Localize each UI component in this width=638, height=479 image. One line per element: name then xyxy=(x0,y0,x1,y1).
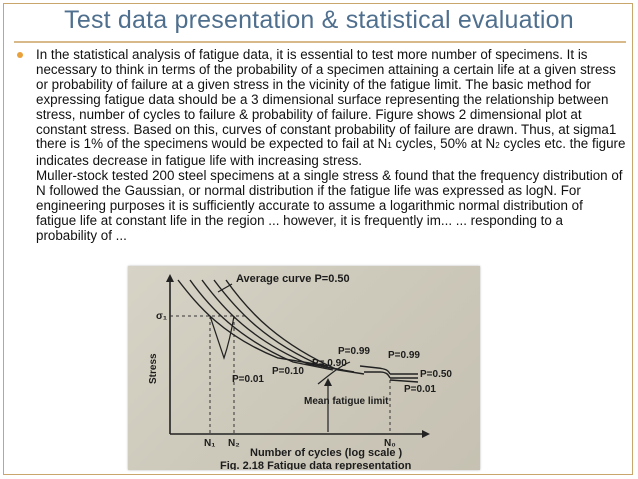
paragraph-1-text: In the statistical analysis of fatigue data, it is essential to test more number of specimens. It is necessary to think in terms of the probability of a specimen attaining a certain life at a given stress or probability of failure at a given stress in the vicinity of the fatigue limit. The basic method for expressing fatigue data should be a 3 dimensional surface representing the relationship between stress, number of cycles to failure & probability of failure. Figure shows 2 dimensional plot at constant stress. Based on this, curves of constant probability of failure are drawn. Thus, at sigma1 there is 1% of the specimens would be expected to fail at N xyxy=(36,47,617,152)
paragraph-1 xyxy=(14,48,626,169)
label-stress: Stress xyxy=(148,353,159,384)
x-axis-arrow-icon xyxy=(422,430,430,438)
paragraph-1-end: cycles etc. the figure indicates decrease in fatigue life with increasing stress. xyxy=(36,136,626,169)
label-p010: P=0.10 xyxy=(272,366,304,377)
label-xaxis: Number of cycles (log scale ) xyxy=(250,447,403,459)
plateau-p050 xyxy=(364,372,390,378)
label-mean-fatigue-limit: Mean fatigue limit xyxy=(304,396,389,407)
label-p099-b: P=0.99 xyxy=(388,350,420,361)
label-n0: N₀ xyxy=(384,438,396,449)
label-p001-right: P=0.01 xyxy=(404,384,436,395)
label-average-curve: Average curve P=0.50 xyxy=(236,273,350,285)
title-divider xyxy=(14,41,626,43)
subscript-1: 1 xyxy=(387,141,392,151)
figure-caption: Fig. 2.18 Fatigue data representation xyxy=(220,460,412,470)
label-p099-a: P=0.99 xyxy=(338,346,370,357)
label-sigma1: σ₁ xyxy=(156,311,167,322)
label-p090: P= 0.90 xyxy=(312,358,347,369)
label-n1: N₁ xyxy=(204,438,216,449)
y-axis-arrow-icon xyxy=(166,274,174,282)
label-p001-left: P=0.01 xyxy=(232,374,264,385)
paragraph-2 xyxy=(14,169,626,244)
slide-body xyxy=(14,48,626,244)
paragraph-1-mid: cycles, 50% at N xyxy=(391,136,496,152)
paragraph-2-text: Muller-stock tested 200 steel specimens at a single stress & found that the frequency distribution of N followed the Gaussian, or normal distribution if the fatigue life was expressed as logN. For engineering purposes it is sufficiently accurate to assume a logarithmic normal distribution of fatigue life at constant life in the region ... however, it is frequently im... ... responding to a probability of ... xyxy=(36,168,623,243)
bullet-icon xyxy=(17,52,23,58)
plateau-right-low xyxy=(390,380,418,382)
label-n2: N₂ xyxy=(228,438,240,449)
label-p050: P=0.50 xyxy=(420,369,452,380)
figure-photo xyxy=(128,266,480,470)
slide-title: Test data presentation & statistical evaluation xyxy=(64,6,574,34)
arrow-up-icon xyxy=(324,378,332,386)
subscript-2: 2 xyxy=(495,141,500,151)
distribution-curve-left xyxy=(210,316,234,358)
fatigue-diagram xyxy=(128,266,480,470)
